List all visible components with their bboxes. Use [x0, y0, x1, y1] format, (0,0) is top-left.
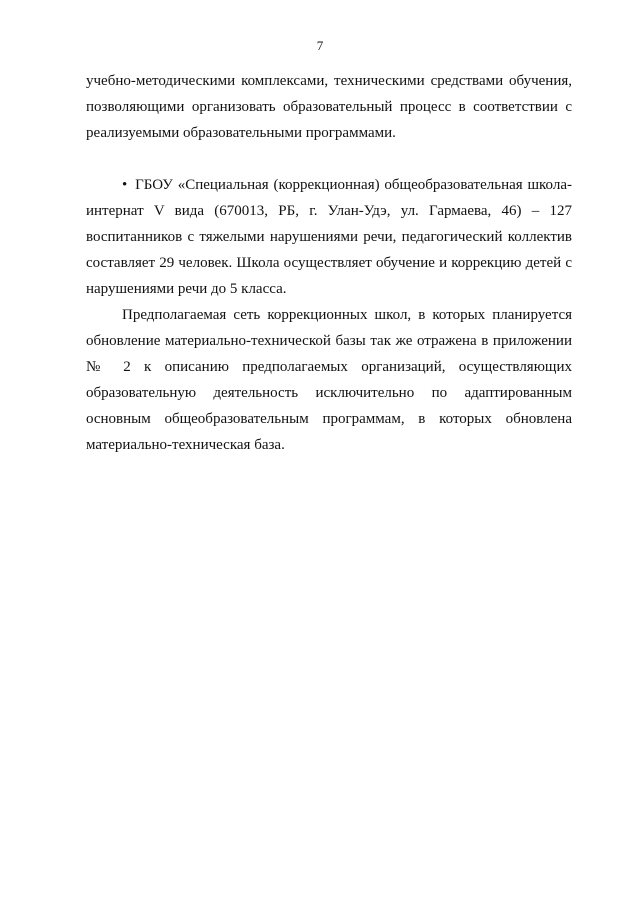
bullet-paragraph-text: ГБОУ «Специальная (коррекционная) общеобразовательная школа-интернат V вида (670013, РБ, г. Улан-Удэ, ул. Гармаева, 46) – 127 воспитанников с тяжелыми нарушениями речи, педагогический коллектив составляет 29 человек. Школа осуществляет обучение и коррекцию детей с нарушениями речи до 5 класса.	[86, 177, 572, 297]
bullet-paragraph-gbou	[86, 172, 572, 302]
page-number: 7	[316, 38, 324, 53]
document-body	[86, 68, 572, 458]
paragraph-continuation: учебно-методическими комплексами, техническими средствами обучения, позволяющими организовать образовательный процесс в соответствии с реализуемыми образовательными программами.	[86, 73, 572, 141]
bullet-icon: •	[122, 177, 128, 193]
paragraph-network: Предполагаемая сеть коррекционных школ, в которых планируется обновление материально-технической базы так же отражена в приложении № 2 к описанию предполагаемых организаций, осуществляющих образовательную деятельность исключительно по адаптированным основным общеобразовательным программам, в которых обновлена материально-техническая база.	[86, 307, 572, 453]
paragraph-gap	[86, 146, 572, 172]
